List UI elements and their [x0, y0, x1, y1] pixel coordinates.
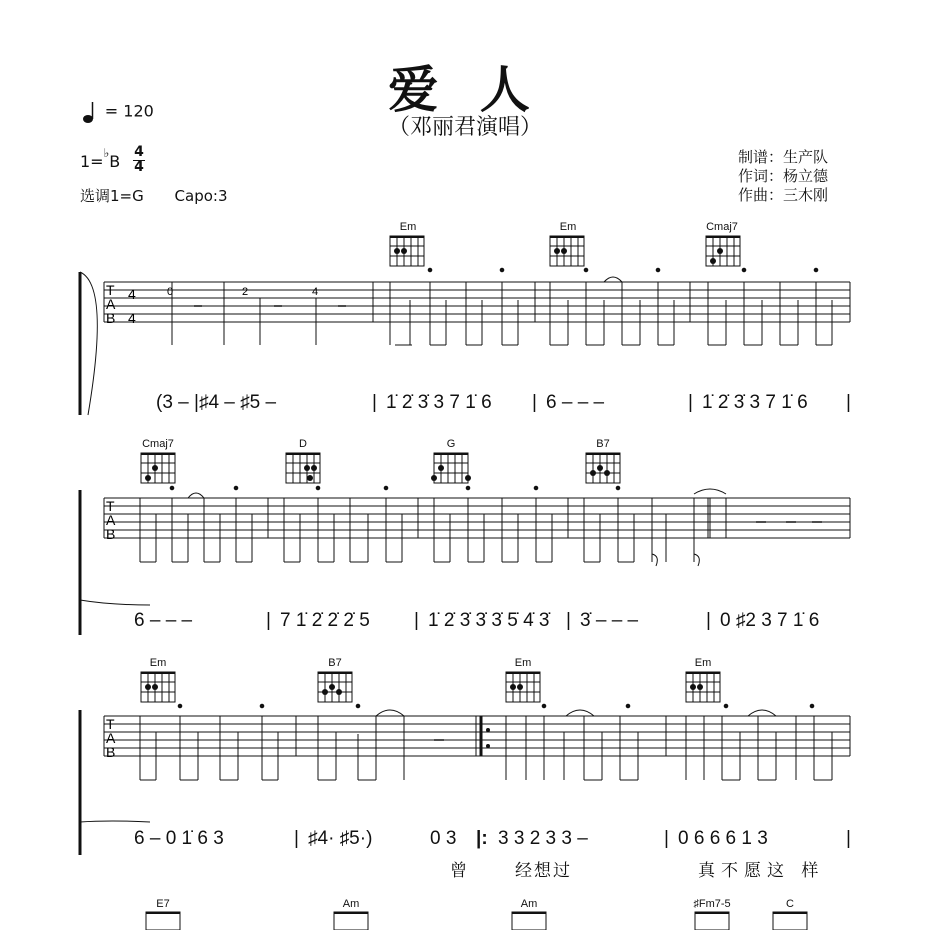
chord-name: Cmaj7	[142, 438, 174, 450]
lyric-text: 真不愿这 样	[698, 861, 825, 881]
chord-name: E7	[156, 898, 170, 910]
barline: |	[294, 828, 299, 849]
chord-diagram-em	[686, 672, 720, 702]
jianpu-segment: 0 ♯2 3 7 1̇ 6	[720, 610, 820, 631]
chord-diagrams-row-4	[146, 912, 807, 930]
barline: |	[414, 610, 419, 631]
chord-diagram-b7	[318, 672, 352, 702]
tab-clef-b: B	[106, 310, 116, 326]
jianpu-segment: 1̇ 2̇ 3̇ 3 7 1̇ 6	[702, 392, 808, 413]
chord-diagram-em	[390, 236, 424, 266]
chord-name: Em	[399, 221, 417, 233]
jianpu-segment: 1̇ 2̇ 3̇ 3̇ 3̇ 5̇ 4̇ 3̇	[428, 610, 550, 631]
jianpu-segment: 7 1̇ 2̇ 2̇ 2̇ 5	[280, 610, 370, 631]
chord-diagram-g	[431, 453, 471, 483]
capo-label: Capo:3	[174, 187, 228, 205]
lyric-text: 曾	[450, 861, 467, 881]
chord-name: G	[446, 438, 456, 450]
chord-name: ♯Fm7-5	[693, 898, 731, 910]
chord-diagram-cmaj7	[141, 453, 175, 483]
chord-diagram-em	[141, 672, 175, 702]
barline: |	[372, 392, 377, 413]
barline: |	[566, 610, 571, 631]
tab-fret-number: 2	[242, 286, 249, 298]
chord-name: Em	[514, 657, 532, 669]
time-top: 4	[134, 144, 144, 160]
jianpu-segment: 1̇ 2̇ 3̇ 3 7 1̇ 6	[386, 392, 492, 413]
chord-name: B7	[328, 657, 342, 669]
credit-arranger: 制谱：生产队	[738, 148, 829, 166]
key-prefix: 1=	[80, 152, 104, 171]
chord-name: B7	[596, 438, 610, 450]
tab-clef-t: T	[106, 282, 115, 298]
tuning-label: 选调1=G	[80, 187, 144, 205]
strum-pattern-1	[390, 268, 832, 345]
barline: |	[532, 392, 537, 413]
tab-clef-b: B	[106, 526, 116, 542]
barline: |	[664, 828, 669, 849]
barline: |	[846, 828, 851, 849]
jianpu-segment: (3 – |♯4 – ♯5 –	[156, 392, 277, 413]
tab-time-top: 4	[128, 286, 136, 302]
tab-clef-a: A	[106, 730, 116, 746]
lyric-text: 经想过	[515, 861, 572, 881]
chord-name: C	[786, 898, 794, 910]
jianpu-segment: ♯4· ♯5·)	[308, 828, 373, 849]
tab-fret-number: 4	[312, 286, 319, 298]
jianpu-segment: 0 3	[430, 828, 457, 849]
chord-diagram-b7	[586, 453, 620, 483]
tab-clef-t: T	[106, 498, 115, 514]
barline: |	[846, 392, 851, 413]
jianpu-segment: 6 – 0 1̇ 6 3	[134, 828, 224, 849]
time-bottom: 4	[134, 159, 144, 175]
tab-clef-a: A	[106, 512, 116, 528]
jianpu-segment: 0 6 6 6 1 3	[678, 828, 768, 849]
chord-diagram-em	[506, 672, 540, 702]
credit-lyricist: 作词：杨立德	[738, 167, 829, 185]
tempo-value: = 120	[104, 101, 154, 121]
barline: |	[688, 392, 693, 413]
chord-diagram-em	[550, 236, 584, 266]
barline: |	[266, 610, 271, 631]
chord-diagram-d	[286, 453, 320, 483]
tab-time-bottom: 4	[128, 310, 136, 326]
repeat-start-sign: |:	[476, 828, 488, 849]
chord-name: D	[299, 438, 307, 450]
tab-fret-number: 0	[167, 286, 174, 298]
credit-composer: 作曲：三木刚	[738, 186, 829, 204]
flat-sign: ♭	[103, 146, 110, 160]
chord-name: Em	[149, 657, 167, 669]
chord-diagram-cmaj7	[706, 236, 740, 266]
chord-name: Am	[342, 898, 360, 910]
chord-name: Am	[520, 898, 538, 910]
tab-clef-a: A	[106, 296, 116, 312]
chord-name: Cmaj7	[706, 221, 738, 233]
song-subtitle: （邓丽君演唱）	[387, 115, 542, 140]
jianpu-segment: 6 – – –	[134, 610, 193, 631]
tab-clef-t: T	[106, 716, 115, 732]
key-note: B	[109, 152, 121, 171]
tab-clef-b: B	[106, 744, 116, 760]
chord-name: Em	[694, 657, 712, 669]
chord-name: Em	[559, 221, 577, 233]
jianpu-segment: 6 – – –	[546, 392, 605, 413]
song-title: 爱 人	[388, 61, 542, 119]
jianpu-segment: 3̇ – – –	[580, 610, 639, 631]
jianpu-segment: 3 3 2 3 3 –	[498, 828, 588, 849]
barline: |	[706, 610, 711, 631]
